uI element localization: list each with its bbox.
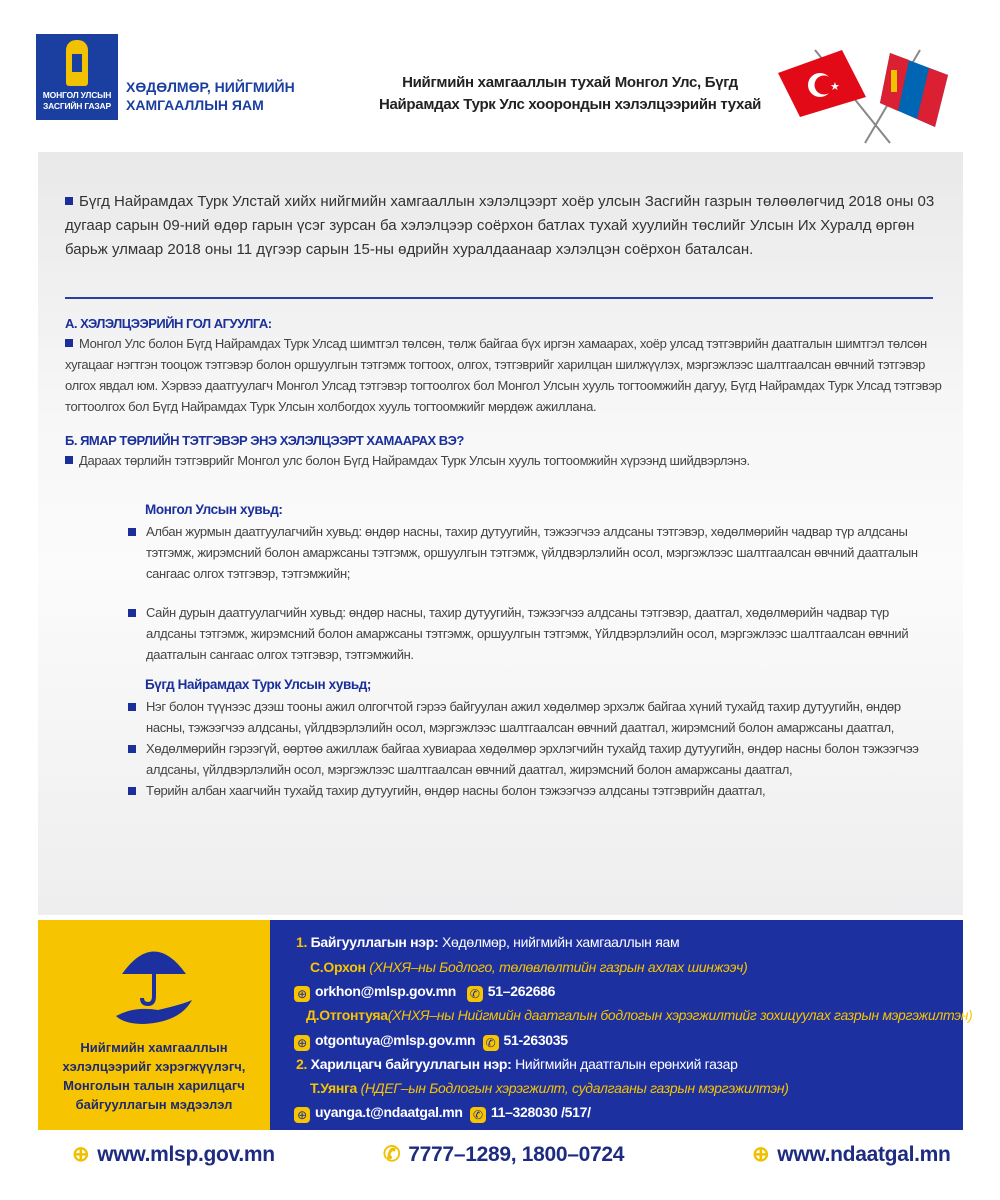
soyombo-emblem-icon	[66, 40, 88, 86]
contact-info-box: 1. Байгууллагын нэр: Хөдөлмөр, нийгмийн хамгааллын яам С.Орхон (ХНХЯ–ны Бодлого, төлөвлөлтийн газрын ахлах шинжээч) ⊕ orkhon@mlsp.gov.mn ✆ 51–262686 Д.Отгонтуяа(ХНХЯ–ны Нийгмийн даатгалын бодлогын хэрэгжилтийг зохицуулах газрын мэргэжилтэн) ⊕ otgontuya@mlsp.gov.mn ✆ 51-263035 2. Харилцагч байгууллагын нэр: Нийгмийн даатгалын ерөнхий газар Т.Уянга (НДЕГ–ын Бодлогын хэрэгжилт, судалгааны газрын мэргэжилтэн) ⊕ uyanga.t@ndaatgal.mn ✆ 11–328030 /517/	[270, 920, 963, 1130]
email-link[interactable]: otgontuya@mlsp.gov.mn	[315, 1032, 476, 1048]
section-b-heading: Б. ЯМАР ТӨРЛИЙН ТЭТГЭВЭР ЭНЭ ХЭЛЭЛЦЭЭРТ ХАМААРАХ ВЭ?	[65, 433, 464, 448]
bullet-icon	[65, 197, 73, 205]
section-a-heading: А. ХЭЛЭЛЦЭЭРИЙН ГОЛ АГУУЛГА:	[65, 316, 272, 331]
phone-number[interactable]: 11–328030 /517/	[490, 1104, 591, 1120]
page-title: Нийгмийн хамгааллын тухай Монгол Улс, Бүгд Найрамдах Турк Улс хоорондын хэлэлцээрийн тухай	[378, 74, 762, 113]
email-link[interactable]: orkhon@mlsp.gov.mn	[315, 983, 456, 999]
bullet-icon	[128, 528, 136, 536]
svg-text:★: ★	[830, 81, 840, 93]
umbrella-hand-icon	[114, 934, 194, 1034]
globe-icon: ⊕	[752, 1143, 770, 1166]
footer-phones[interactable]: ✆ 7777–1289, 1800–0724	[383, 1143, 625, 1166]
bullet-icon	[128, 609, 136, 617]
globe-icon: ⊕	[294, 1035, 310, 1051]
bullet-icon	[128, 703, 136, 711]
phone-icon: ✆	[467, 986, 483, 1002]
phone-number[interactable]: 51–262686	[487, 983, 556, 999]
footer-website-mlsp[interactable]: ⊕ www.mlsp.gov.mn	[72, 1143, 275, 1166]
globe-icon: ⊕	[294, 986, 310, 1002]
section-b: Б. ЯМАР ТӨРЛИЙН ТЭТГЭВЭР ЭНЭ ХЭЛЭЛЦЭЭРТ ХАМААРАХ ВЭ? Дараах төрлийн тэтгэврийг Монгол улс болон Бүгд Найрамдах Турк Улсын хууль тогтоомжийн хүрээнд шийдвэрлэнэ.	[65, 433, 945, 471]
crossed-flags-icon	[770, 45, 970, 145]
divider	[65, 297, 933, 299]
phone-icon: ✆	[470, 1107, 486, 1123]
phone-number[interactable]: 51-263035	[503, 1032, 568, 1048]
list-item: Төрийн албан хаагчийн тухайд тахир дутуугийн, өндөр насны болон тэжээгчээ алдсаны тэтгэврийн даатгал,	[128, 780, 938, 801]
turkey-section: Бүгд Найрамдах Турк Улсын хувьд; Нэг болон түүнээс дээш тооны ажил олгогчтой гэрээ байгуулан ажил хөдөлмөр эрхэлж байгаа хүний тухайд тахир дутуугийн, өндөр насны, тэжээгчээ алдсаны, үйлдвэрлэлийн осол, мэргэжлээс шалтгаалсан өвчний даатгал, жирэмсний болон амаржсаны даатгал, Хөдөлмөрийн гэрээгүй, өөртөө ажиллаж байгаа хувиараа хөдөлмөр эрхлэгчийн тухайд тахир дутуугийн, өндөр насны болон тэжээгчээ алдсаны, үйлдвэрлэлийн осол, мэргэжлээс шалтгаалсан өвчний даатгал, жирэмсний болон амаржсаны даатгал, Төрийн албан хаагчийн тухайд тахир дутуугийн, өндөр насны болон тэжээгчээ алдсаны тэтгэврийн даатгал,	[128, 677, 938, 801]
bullet-icon	[65, 456, 73, 464]
section-a: А. ХЭЛЭЛЦЭЭРИЙН ГОЛ АГУУЛГА: Монгол Улс болон Бүгд Найрамдах Турк Улсад шимтгэл төлсөн, төлж байгаа бүх иргэн хамаарах, хоёр улсад тэтгэврийн даатгалын шимтгэл төлсөн хугацааг нэгтгэн тооцож тэтгэвэр болон оршуулгын тэтгэмж тогтоох, олгох, тэтгэврийг харилцан шилжүүлэх, мэргэжлээс шалтгаалсан өвчний тэтгэвэр олгох явдал юм. Хэрвээ даатгуулагч Монгол Улсад тэтгэвэр тогтоолгох бол Монгол Улсын хууль тогтоомжийн дагуу, Бүгд Найрамдах Турк Улсад тэтгэвэр тогтоолгох бол Бүгд Найрамдах Турк Улсын холбогдох хууль тогтоомжийг мөрдөж ажиллана.	[65, 316, 945, 417]
mongolia-section: Монгол Улсын хувьд: Албан журмын даатгуулагчийн хувьд: өндөр насны, тахир дутуугийн, тэжээгчээ алдсаны тэтгэвэр, хөдөлмөрийн чадвар түр алдсаны тэтгэмж, жирэмсний болон амаржсаны тэтгэмж, оршуулгын тэтгэмж, үйлдвэрлэлийн осол, мэргэжлээс шалтгаалсан өвчний даатгалын сангаас олгох тэтгэвэр, тэтгэмжийн; Сайн дурын даатгуулагчийн хувьд: өндөр насны, тахир дутуугийн, тэжээгчээ алдсаны тэтгэвэр, даатгал, хөдөлмөрийн чадвар түр алдсаны тэтгэмж, жирэмсний болон амаржсаны тэтгэмж, оршуулгын тэтгэмж, Үйлдвэрлэлийн осол, мэргэжлээс шалтгаалсан өвчний даатгалын сангаас олгох тэтгэвэр, тэтгэмжийн.	[128, 502, 938, 665]
list-item: Хөдөлмөрийн гэрээгүй, өөртөө ажиллаж байгаа хувиараа хөдөлмөр эрхлэгчийн тухайд тахир дутуугийн, өндөр насны болон тэжээгчээ алдсаны, үйлдвэрлэлийн осол, мэргэжлээс шалтгаалсан өвчний даатгал, жирэмсний болон амаржсаны даатгал,	[128, 738, 938, 780]
bullet-icon	[128, 787, 136, 795]
globe-icon: ⊕	[294, 1107, 310, 1123]
footer-website-ndaatgal[interactable]: ⊕ www.ndaatgal.mn	[752, 1143, 951, 1166]
email-link[interactable]: uyanga.t@ndaatgal.mn	[315, 1104, 463, 1120]
bullet-icon	[65, 339, 73, 347]
globe-icon: ⊕	[72, 1143, 90, 1166]
contact-caption-box: Нийгмийн хамгааллын хэлэлцээрийг хэрэгжүүлэгч, Монголын талын харилцагч байгууллагын мэдээлэл	[38, 920, 270, 1130]
bullet-icon	[128, 745, 136, 753]
list-item: Сайн дурын даатгуулагчийн хувьд: өндөр насны, тахир дутуугийн, тэжээгчээ алдсаны тэтгэвэр, даатгал, хөдөлмөрийн чадвар түр алдсаны тэтгэмж, жирэмсний болон амаржсаны тэтгэмж, оршуулгын тэтгэмж, Үйлдвэрлэлийн осол, мэргэжлээс шалтгаалсан өвчний даатгалын сангаас олгох тэтгэвэр, тэтгэмжийн.	[128, 602, 938, 665]
list-item: Нэг болон түүнээс дээш тооны ажил олгогчтой гэрээ байгуулан ажил хөдөлмөр эрхэлж байгаа хүний тухайд тахир дутуугийн, өндөр насны, тэжээгчээ алдсаны, үйлдвэрлэлийн осол, мэргэжлээс шалтгаалсан өвчний даатгал, жирэмсний болон амаржсаны даатгал,	[128, 696, 938, 738]
list-item: Албан журмын даатгуулагчийн хувьд: өндөр насны, тахир дутуугийн, тэжээгчээ алдсаны тэтгэвэр, хөдөлмөрийн чадвар түр алдсаны тэтгэмж, жирэмсний болон амаржсаны тэтгэмж, оршуулгын тэтгэмж, үйлдвэрлэлийн осол, мэргэжлээс шалтгаалсан өвчний даатгалын сангаас олгох тэтгэвэр, тэтгэмжийн;	[128, 521, 938, 584]
intro-paragraph: Бүгд Найрамдах Турк Улстай хийх нийгмийн хамгааллын хэлэлцээрт хоёр улсын Засгийн газрын төлөөлөгчид 2018 оны 03 дугаар сарын 09-ний өдөр гарын үсэг зурсан ба хэлэлцээр соёрхон батлах тухай хуулийн төслийг Улсын Их Хуралд өргөн барьж улмаар 2018 оны 11 дүгээр сарын 15-ны өдрийн хуралдаанаар хэлэлцэн соёрхон баталсан.	[65, 193, 935, 258]
government-logo: МОНГОЛ УЛСЫН ЗАСГИЙН ГАЗАР	[36, 34, 118, 120]
phone-icon: ✆	[383, 1143, 401, 1166]
phone-icon: ✆	[483, 1035, 499, 1051]
ministry-name: ХӨДӨЛМӨР, НИЙГМИЙН ХАМГААЛЛЫН ЯАМ	[126, 79, 295, 113]
